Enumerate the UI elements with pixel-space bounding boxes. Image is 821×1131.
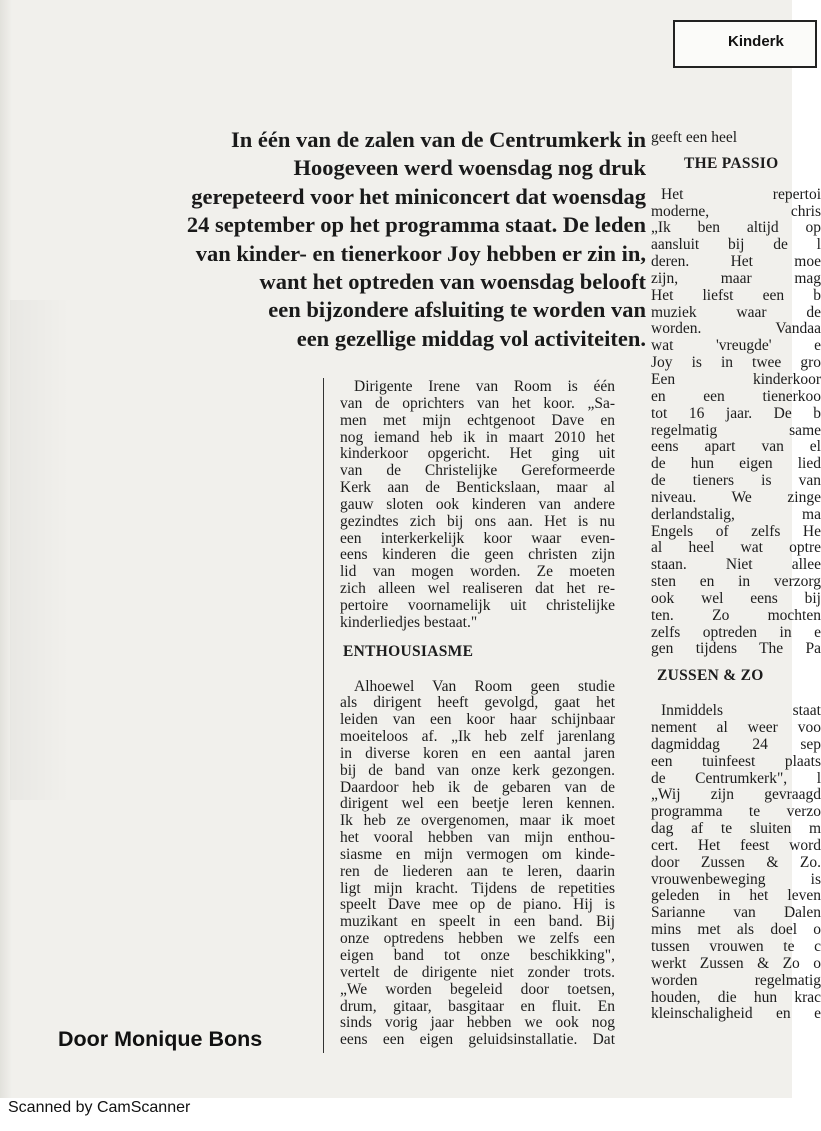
text-line: en een tienerkoo bbox=[651, 387, 821, 405]
text-line: sinds vorig jaar hebben we ook nog bbox=[340, 1014, 615, 1032]
text-line: leiden van een koor haar schijnbaar bbox=[340, 711, 615, 729]
text-line: regelmatig same bbox=[651, 421, 821, 439]
byline: Door Monique Bons bbox=[58, 1027, 263, 1051]
text-line: kinderliedjes bestaat." bbox=[340, 613, 478, 631]
intro-paragraph bbox=[80, 126, 646, 353]
text-line: ren de liederen aan te leren, daarin bbox=[340, 862, 615, 880]
scanner-watermark: Scanned by CamScanner bbox=[8, 1099, 191, 1116]
text-line: dag af te sluiten m bbox=[651, 820, 821, 838]
text-line: derlandstalig, ma bbox=[651, 505, 821, 523]
text-line: „Wij zijn gevraagd bbox=[651, 786, 821, 804]
text-line: de hun eigen lied bbox=[651, 455, 821, 473]
text-line: aansluit bij de l bbox=[651, 236, 821, 254]
text-line: een tuinfeest plaats bbox=[651, 752, 821, 770]
text-line: ten. Zo mochten bbox=[651, 606, 821, 624]
text-line: lid van mogen worden. Ze moeten bbox=[340, 563, 615, 581]
intro-line: van kinder- en tienerkoor Joy hebben er zin in, bbox=[195, 240, 646, 266]
text-line: dirigent wel een beetje leren kennen. bbox=[340, 795, 615, 813]
text-line: cert. Het feest word bbox=[651, 836, 821, 854]
text-line: werkt Zussen & Zo o bbox=[651, 954, 821, 972]
text-line: tot 16 jaar. De b bbox=[651, 404, 821, 422]
text-line: men met mijn echtgenoot Dave en bbox=[340, 411, 615, 429]
text-line: sten en in verzorg bbox=[651, 573, 821, 591]
text-line: ook wel eens bij bbox=[651, 589, 821, 607]
text-line: pertoire voornamelijk uit christelijke bbox=[340, 596, 615, 614]
text-line: het vooral hebben van mijn enthou- bbox=[340, 829, 615, 847]
text-line: geeft een heel bbox=[651, 129, 738, 146]
text-line: drum, gitaar, basgitaar en fluit. En bbox=[340, 997, 615, 1015]
text-line: Daardoor heb ik de gebaren van de bbox=[340, 778, 615, 796]
subheading-enthousiasme: ENTHOUSIASME bbox=[343, 642, 474, 660]
text-line: mins met als doel o bbox=[651, 921, 821, 939]
text-line: houden, die hun krac bbox=[651, 988, 821, 1006]
text-line: muzikant en speelt in een band. Bij bbox=[340, 913, 615, 931]
text-line: Ik heb ze overgenomen, maar ik moet bbox=[340, 812, 615, 830]
text-line: Kerk aan de Bentickslaan, maar al bbox=[340, 479, 615, 497]
text-line: nog iemand heb ik in maart 2010 het bbox=[340, 428, 615, 446]
text-line: zich alleen wel realiseren dat het re- bbox=[340, 580, 615, 598]
text-line: door Zussen & Zo. bbox=[651, 853, 821, 871]
text-line: Alhoewel Van Room geen studie bbox=[354, 677, 615, 695]
text-line: van de oprichters van het koor. „Sa- bbox=[340, 394, 615, 412]
text-line: Het liefst een b bbox=[651, 286, 821, 304]
text-line: moeiteloos af. „Ik heb zelf jarenlang bbox=[340, 728, 615, 746]
text-line: onze optredens hebben we zelfs een bbox=[340, 930, 615, 948]
text-line: „Ik ben altijd op bbox=[651, 219, 821, 237]
text-line: zijn, maar mag bbox=[651, 269, 821, 287]
text-line: de Centrumkerk", l bbox=[651, 769, 821, 787]
text-line: bij de band van onze kerk gezongen. bbox=[340, 761, 615, 779]
text-line: nement al weer voo bbox=[651, 719, 821, 736]
text-line: een interkerkelijk koor waar even- bbox=[340, 529, 615, 547]
intro-line: Hoogeveen werd woensdag nog druk bbox=[293, 155, 646, 181]
text-line: in diverse koren en een aantal jaren bbox=[340, 744, 615, 762]
section-header-label: Kinderk bbox=[728, 33, 784, 50]
text-line: kinderkoor opgericht. Het ging uit bbox=[340, 445, 615, 463]
text-line: geleden in het leven bbox=[651, 887, 821, 905]
column-divider bbox=[323, 378, 324, 1053]
text-line: worden. Vandaa bbox=[651, 320, 821, 338]
article-column-1 bbox=[340, 379, 615, 1049]
text-line: niveau. We zinge bbox=[651, 488, 821, 506]
text-line: tussen vrouwen te c bbox=[651, 937, 821, 955]
text-line: van de Christelijke Gereformeerde bbox=[340, 462, 615, 480]
text-line: worden regelmatig bbox=[651, 971, 821, 989]
text-line: Joy is in twee gro bbox=[651, 354, 821, 372]
text-line: programma te verzo bbox=[651, 803, 821, 821]
text-line: gen tijdens The Pa bbox=[651, 640, 821, 658]
text-line: staan. Niet allee bbox=[651, 556, 821, 574]
scan-shadow bbox=[10, 300, 70, 800]
intro-line: want het optreden van woensdag belooft bbox=[259, 269, 646, 295]
text-line: al heel wat optre bbox=[651, 539, 821, 557]
article-column-2 bbox=[651, 130, 821, 1023]
text-line: ligt mijn kracht. Tijdens de repetities bbox=[340, 879, 615, 897]
subheading-zussen-en-zo: ZUSSEN & ZO bbox=[657, 667, 764, 685]
text-line: muziek waar de bbox=[651, 303, 821, 321]
text-line: wat 'vreugde' e bbox=[651, 337, 821, 355]
text-line: eens kinderen die geen christen zijn bbox=[340, 546, 615, 564]
text-line: siasme en mijn vermogen om kinde- bbox=[340, 845, 615, 863]
intro-line: 24 september op het programma staat. De leden bbox=[186, 212, 646, 238]
text-line: gezindtes zich bij ons aan. Het is nu bbox=[340, 512, 615, 530]
text-line: Het repertoi bbox=[661, 185, 821, 203]
text-line: vertelt de dirigente niet zonder trots. bbox=[340, 963, 615, 981]
text-line: eens apart van el bbox=[651, 438, 821, 456]
text-line: eigen band tot onze beschikking", bbox=[340, 947, 615, 964]
text-line: eens een eigen geluidsinstallatie. Dat bbox=[340, 1031, 615, 1049]
text-line: kleinschaligheid en e bbox=[651, 1005, 821, 1023]
text-line: gauw sloten ook kinderen van andere bbox=[340, 495, 615, 513]
intro-line: In één van de zalen van de Centrumkerk in bbox=[230, 127, 646, 152]
text-line: Sarianne van Dalen bbox=[651, 904, 821, 922]
text-line: speelt Dave mee op de piano. Hij is bbox=[340, 896, 615, 914]
text-line: Engels of zelfs He bbox=[651, 522, 821, 540]
text-line: deren. Het moe bbox=[651, 253, 821, 271]
text-line: Dirigente Irene van Room is één bbox=[354, 378, 615, 395]
intro-line: een gezellige middag vol activiteiten. bbox=[296, 325, 646, 351]
text-line: dagmiddag 24 sep bbox=[651, 735, 821, 753]
text-line: als dirigent heeft gevolgd, gaat het bbox=[340, 694, 615, 712]
text-line: Inmiddels staat bbox=[661, 702, 821, 720]
text-line: de tieners is van bbox=[651, 472, 821, 490]
text-line: „We worden begeleid door toetsen, bbox=[340, 980, 615, 998]
text-line: zelfs optreden in e bbox=[651, 623, 821, 641]
text-line: Een kinderkoor bbox=[651, 370, 821, 388]
intro-line: gerepeteerd voor het miniconcert dat woensdag bbox=[191, 183, 646, 209]
subheading-the-passion: THE PASSIO bbox=[684, 154, 779, 172]
intro-line: een bijzondere afsluiting te worden van bbox=[268, 297, 646, 323]
text-line: vrouwenbeweging is bbox=[651, 870, 821, 888]
text-line: moderne, chris bbox=[651, 202, 821, 220]
